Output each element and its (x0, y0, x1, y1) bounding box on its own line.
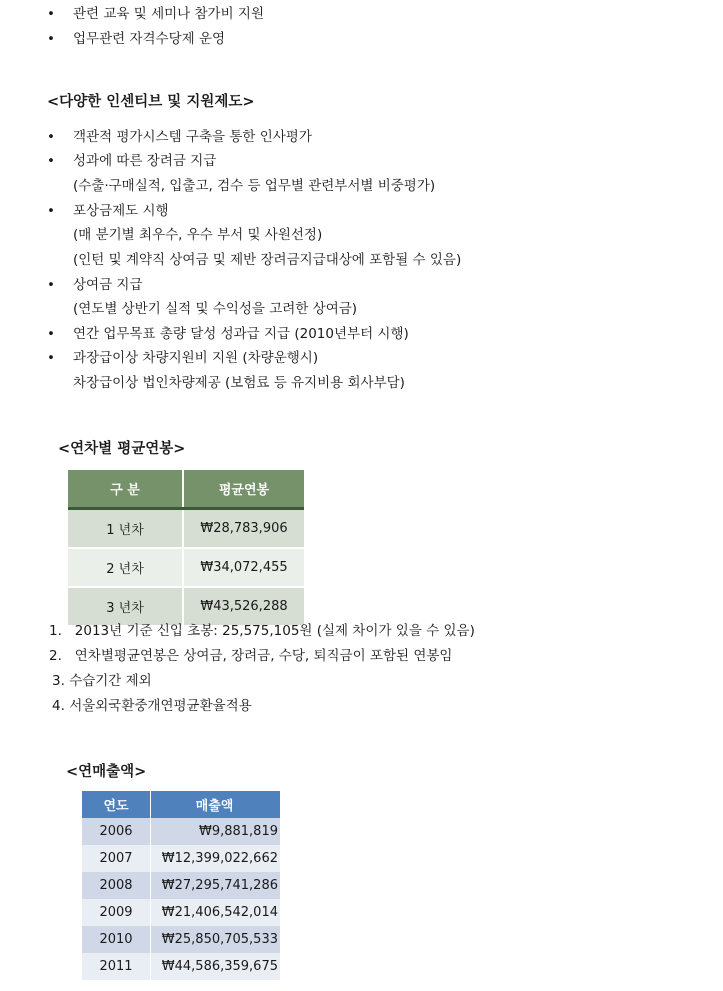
bullet-icon: • (47, 6, 55, 22)
bullet-text: 성과에 따른 장려금 지급 (73, 153, 217, 169)
note-text: 수습기간 제외 (69, 673, 152, 689)
bullet-text: 업무관련 자격수당제 운영 (73, 31, 226, 47)
table-row (82, 818, 280, 845)
table-cell: ₩43,526,288 (183, 587, 304, 625)
table-cell: 2010 (82, 926, 151, 953)
salary-heading: <연차별 평균연봉> (58, 441, 186, 457)
table-cell: 1 년차 (68, 509, 183, 549)
column-header: 평균연봉 (183, 470, 304, 509)
bullet-text: 포상금제도 시행 (73, 203, 169, 219)
column-header: 연도 (82, 791, 151, 818)
table-cell: 2009 (82, 899, 151, 926)
table-row (68, 548, 304, 587)
sub-item: (수출·구매실적, 입출고, 검수 등 업무별 관련부서별 비중평가) (73, 178, 436, 194)
table-cell: ₩21,406,542,014 (151, 899, 281, 926)
bullet-text: 과장급이상 차량지원비 지원 (차량운행시) (73, 350, 319, 366)
bullet-icon: • (47, 153, 55, 169)
table-cell: 2 년차 (68, 548, 183, 587)
bullet-text: 관련 교육 및 세미나 참가비 지원 (73, 6, 264, 22)
note-text: 2013년 기준 신입 초봉: 25,575,105원 (실제 차이가 있을 수 있음) (74, 623, 475, 639)
list-item (47, 30, 225, 48)
note-number: 4. (52, 698, 65, 714)
table-row (68, 509, 304, 549)
table-cell: 2007 (82, 845, 151, 872)
table-cell: ₩44,586,359,675 (151, 953, 281, 980)
note-item (52, 672, 152, 690)
table-cell: ₩27,295,741,286 (151, 872, 281, 899)
table-cell: 2008 (82, 872, 151, 899)
sub-item: (매 분기별 최우수, 우수 부서 및 사원선정) (73, 227, 323, 243)
table-row (82, 899, 280, 926)
bullet-icon: • (47, 277, 55, 293)
list-item (47, 349, 318, 367)
table-cell: ₩9,881,819 (151, 818, 281, 845)
sub-item: (인턴 및 계약직 상여금 및 제반 장려금지급대상에 포함될 수 있음) (73, 252, 462, 268)
table-header-row (82, 791, 280, 818)
bullet-text: 상여금 지급 (73, 277, 143, 293)
table-header-row (68, 470, 304, 509)
table-cell: ₩12,399,022,662 (151, 845, 281, 872)
bullet-text: 객관적 평가시스템 구축을 통한 인사평가 (73, 129, 312, 145)
table-row (82, 926, 280, 953)
list-item (47, 5, 264, 23)
table-row (82, 872, 280, 899)
note-item (49, 622, 475, 640)
note-number: 2. (49, 648, 62, 664)
note-item (52, 697, 252, 715)
sub-item: 차장급이상 법인차량제공 (보험료 등 유지비용 회사부담) (73, 375, 405, 391)
sales-heading: <연매출액> (66, 764, 147, 780)
table-row (82, 953, 280, 980)
note-text: 서울외국환중개연평균환율적용 (69, 698, 252, 714)
column-header: 구 분 (68, 470, 183, 509)
table-cell: ₩25,850,705,533 (151, 926, 281, 953)
list-item (47, 128, 312, 146)
incentive-heading: <다양한 인센티브 및 지원제도> (47, 94, 255, 110)
bullet-icon: • (47, 350, 55, 366)
table-cell: 3 년차 (68, 587, 183, 625)
table-row (82, 845, 280, 872)
bullet-icon: • (47, 203, 55, 219)
sales-table (82, 791, 280, 980)
salary-table (68, 470, 304, 625)
table-row (68, 587, 304, 625)
column-header: 매출액 (151, 791, 281, 818)
list-item (47, 152, 216, 170)
table-cell: ₩34,072,455 (183, 548, 304, 587)
list-item (47, 276, 143, 294)
sub-item: (연도별 상반기 실적 및 수익성을 고려한 상여금) (73, 301, 358, 317)
table-cell: 2011 (82, 953, 151, 980)
note-number: 1. (49, 623, 62, 639)
bullet-text: 연간 업무목표 총량 달성 성과급 지급 (2010년부터 시행) (73, 326, 409, 342)
note-item (49, 647, 452, 665)
list-item (47, 325, 409, 343)
table-cell: 2006 (82, 818, 151, 845)
table-cell: ₩28,783,906 (183, 509, 304, 549)
note-number: 3. (52, 673, 65, 689)
bullet-icon: • (47, 129, 55, 145)
bullet-icon: • (47, 31, 55, 47)
bullet-icon: • (47, 326, 55, 342)
list-item (47, 202, 169, 220)
note-text: 연차별평균연봉은 상여금, 장려금, 수당, 퇴직금이 포함된 연봉임 (74, 648, 453, 664)
